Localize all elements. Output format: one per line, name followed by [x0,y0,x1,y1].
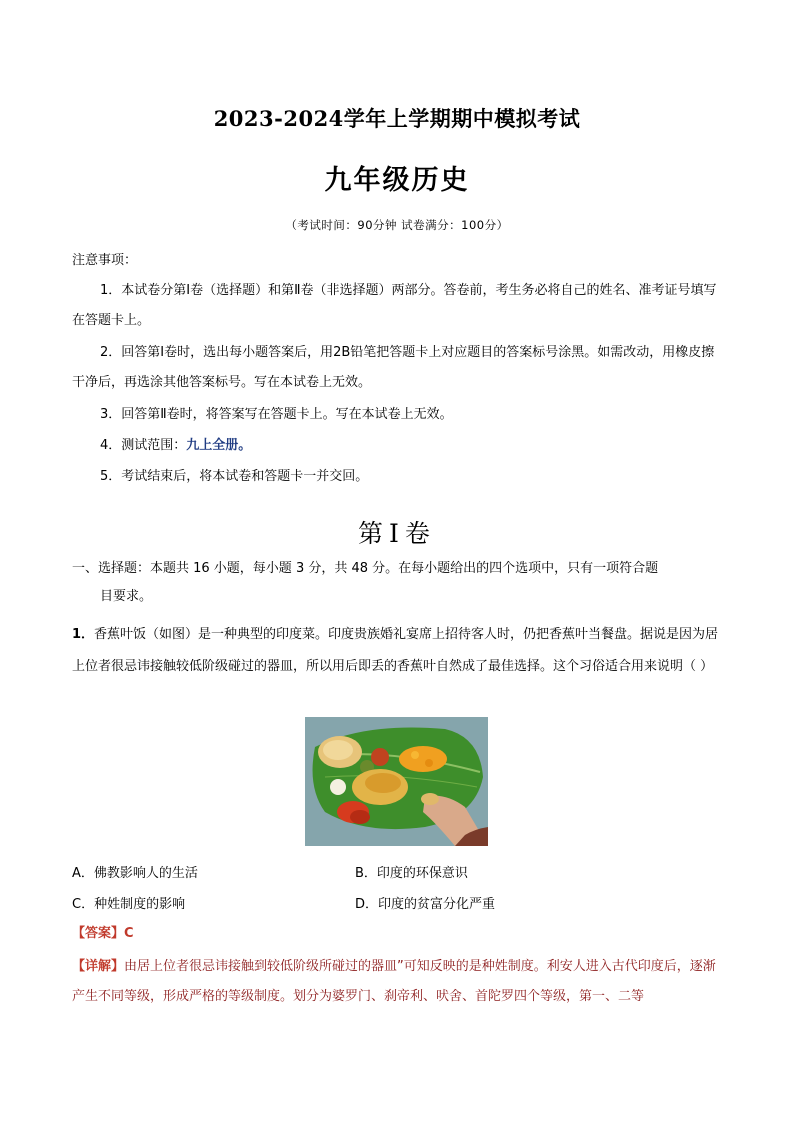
option-a[interactable]: A．佛教影响人的生活 [72,866,198,881]
notice-item-5: 5．考试结束后，将本试卷和答题卡一并交回。 [100,469,369,484]
notice-heading: 注意事项： [72,253,138,268]
notice-item-4-prefix: 4．测试范围： [100,438,187,453]
notice-item-4 [72,431,724,461]
section-line-2: 目要求。 [100,589,153,604]
option-c[interactable]: C．种姓制度的影响 [72,897,186,912]
volume-heading: 第Ⅰ卷 [358,519,436,548]
question-1-stem [72,619,724,683]
section-line-1: 一、选择题：本题共 16 小题，每小题 3 分，共 48 分。在每小题给出的四个选项中，只有一项符合题 [72,561,659,576]
exam-title: 2023-2024学年上学期期中模拟考试 [213,106,581,131]
explanation-text: 由居上位者很忌讳接触到较低阶级所碰过的器皿”可知反映的是种姓制度。利安人进入古代印度后，逐渐产生不同等级，形成严格的等级制度。划分为婆罗门、刹帝利、吠舍、首陀罗四个等级，第一、二等 [72,959,716,1004]
question-number: 1． [72,627,95,642]
explanation-label: 【详解】 [72,959,125,974]
explanation [72,952,724,1012]
option-b[interactable]: B．印度的环保意识 [355,866,468,881]
notice-item-1: 1．本试卷分第Ⅰ卷（选择题）和第Ⅱ卷（非选择题）两部分。答卷前，考生务必将自己的姓名、准考证号填写在答题卡上。 [72,283,717,328]
answer-line [72,922,134,941]
time-info: （考试时间：90分钟 试卷满分：100分） [285,218,509,232]
notice-item-4-scope: 九上全册。 [186,438,252,453]
notice-item-3: 3．回答第Ⅱ卷时，将答案写在答题卡上。写在本试卷上无效。 [100,407,453,422]
subject-title: 九年级历史 [324,165,470,196]
banana-leaf-meal-image [305,717,488,846]
question-text: 香蕉叶饭（如图）是一种典型的印度菜。印度贵族婚礼宴席上招待客人时，仍把香蕉叶当餐盘。据说是因为居上位者很忌讳接触较低阶级碰过的器皿，所以用后即丢的香蕉叶自然成了最佳选择。这个习俗适合用来说明（ ） [72,627,719,674]
answer-value: C [124,926,134,941]
notice-item-2: 2．回答第Ⅰ卷时，选出每小题答案后，用2B铅笔把答题卡上对应题目的答案标号涂黑。如需改动，用橡皮擦干净后，再选涂其他答案标号。写在本试卷上无效。 [72,345,715,390]
section-heading [72,555,724,611]
option-d[interactable]: D．印度的贫富分化严重 [355,897,496,912]
answer-label: 【答案】 [72,926,125,941]
